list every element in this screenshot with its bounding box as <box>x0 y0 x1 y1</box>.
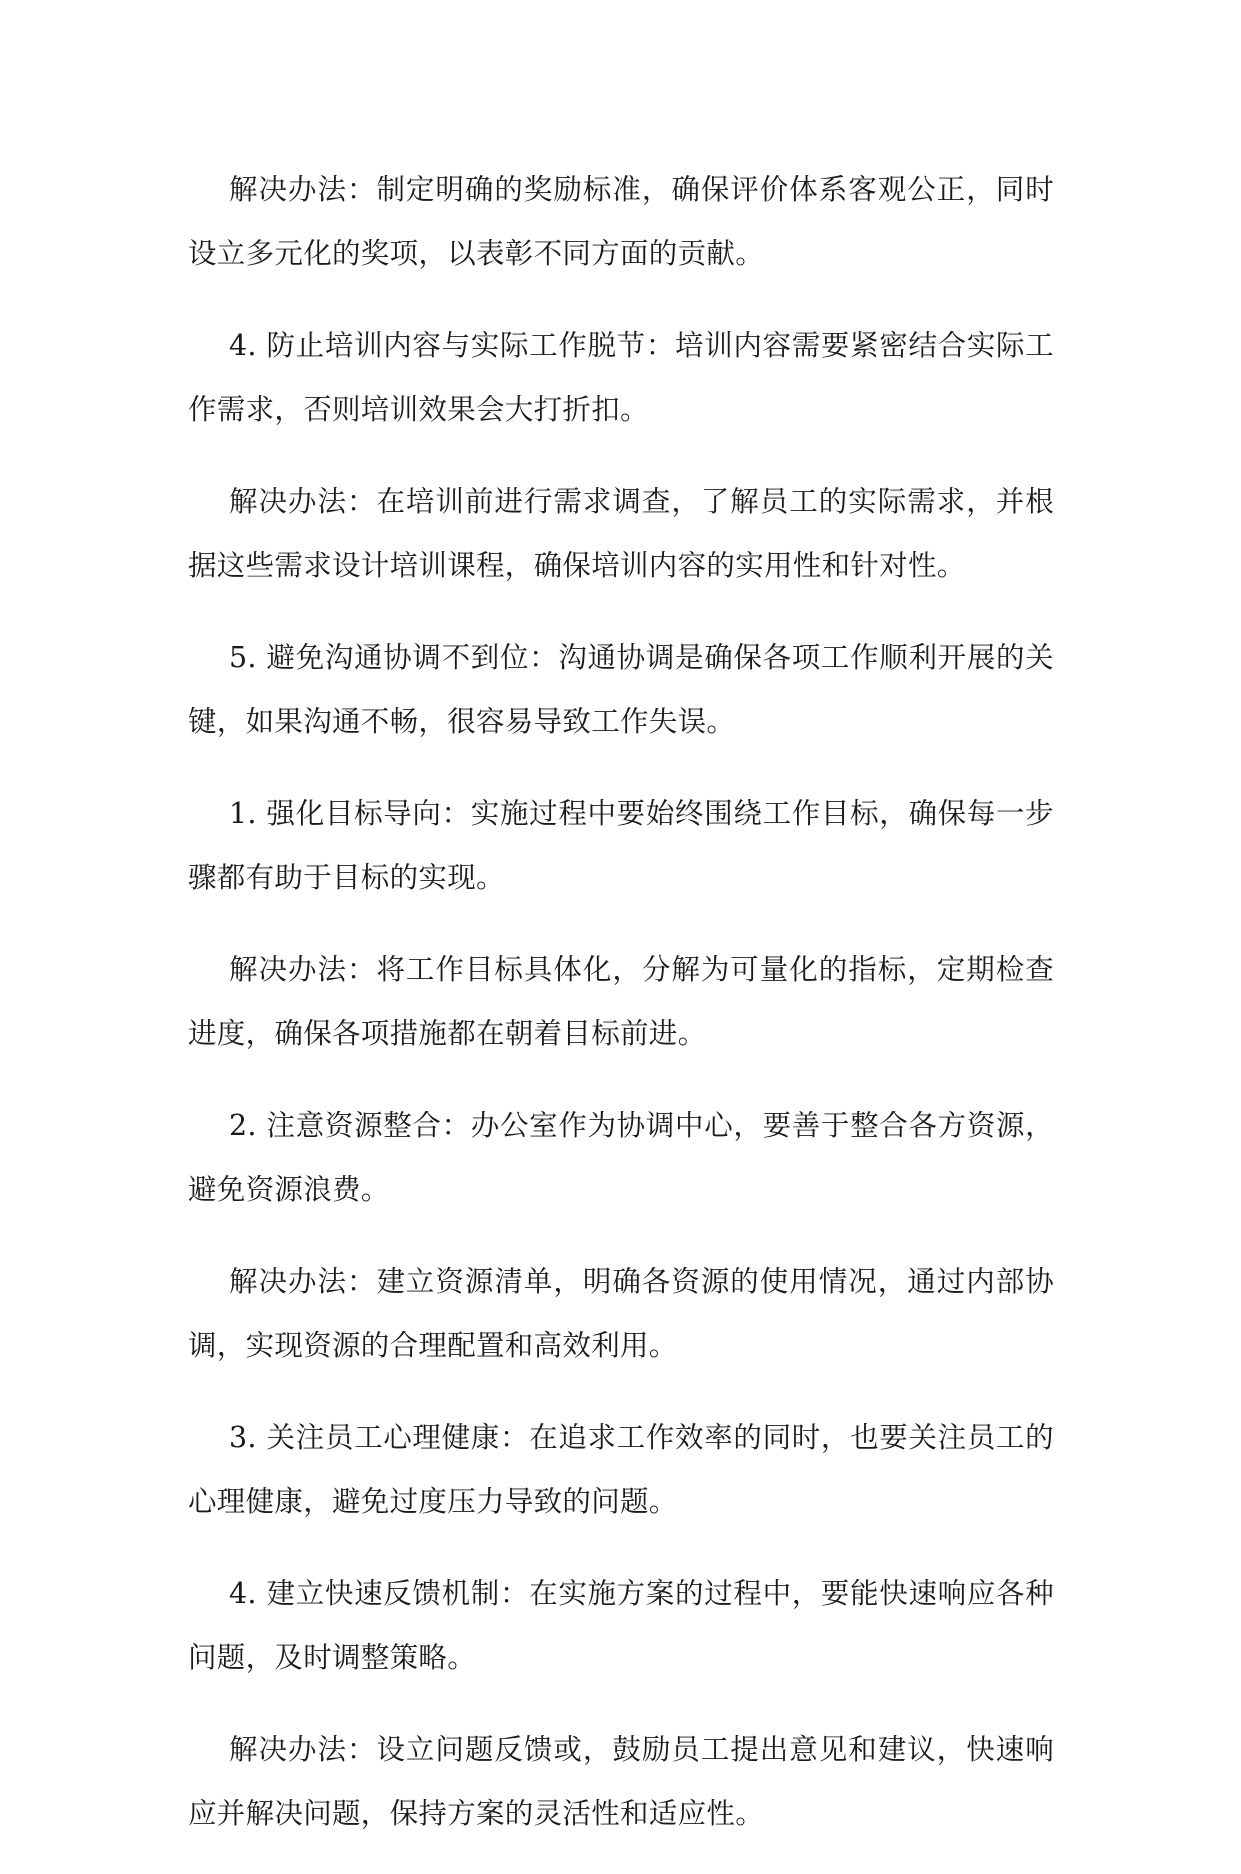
paragraph-item-3-mental-health: 3. 关注员工心理健康：在追求工作效率的同时，也要关注员工的心理健康，避免过度压力导致的问题。 <box>188 1421 1054 1518</box>
paragraph-item-5-communication: 5. 避免沟通协调不到位：沟通协调是确保各项工作顺利开展的关键，如果沟通不畅，很容易导致工作失误。 <box>188 641 1054 738</box>
document-body <box>188 158 1054 1874</box>
paragraph-solution-feedback: 解决办法：设立问题反馈或，鼓励员工提出意见和建议，快速响应并解决问题，保持方案的灵活性和适应性。 <box>188 1733 1054 1830</box>
paragraph-item-1-goals: 1. 强化目标导向：实施过程中要始终围绕工作目标，确保每一步骤都有助于目标的实现。 <box>188 797 1054 894</box>
paragraph-solution-rewards: 解决办法：制定明确的奖励标准，确保评价体系客观公正，同时设立多元化的奖项，以表彰不同方面的贡献。 <box>188 173 1054 270</box>
paragraph-solution-resources: 解决办法：建立资源清单，明确各资源的使用情况，通过内部协调，实现资源的合理配置和高效利用。 <box>188 1265 1054 1362</box>
paragraph-solution-goals: 解决办法：将工作目标具体化，分解为可量化的指标，定期检查进度，确保各项措施都在朝着目标前进。 <box>188 953 1054 1050</box>
paragraph-item-4-training: 4. 防止培训内容与实际工作脱节：培训内容需要紧密结合实际工作需求，否则培训效果会大打折扣。 <box>188 329 1054 426</box>
paragraph-item-2-resources: 2. 注意资源整合：办公室作为协调中心，要善于整合各方资源，避免资源浪费。 <box>188 1109 1054 1206</box>
paragraph-item-4-feedback: 4. 建立快速反馈机制：在实施方案的过程中，要能快速响应各种问题，及时调整策略。 <box>188 1577 1054 1674</box>
paragraph-solution-training: 解决办法：在培训前进行需求调查，了解员工的实际需求，并根据这些需求设计培训课程，确保培训内容的实用性和针对性。 <box>188 485 1054 582</box>
